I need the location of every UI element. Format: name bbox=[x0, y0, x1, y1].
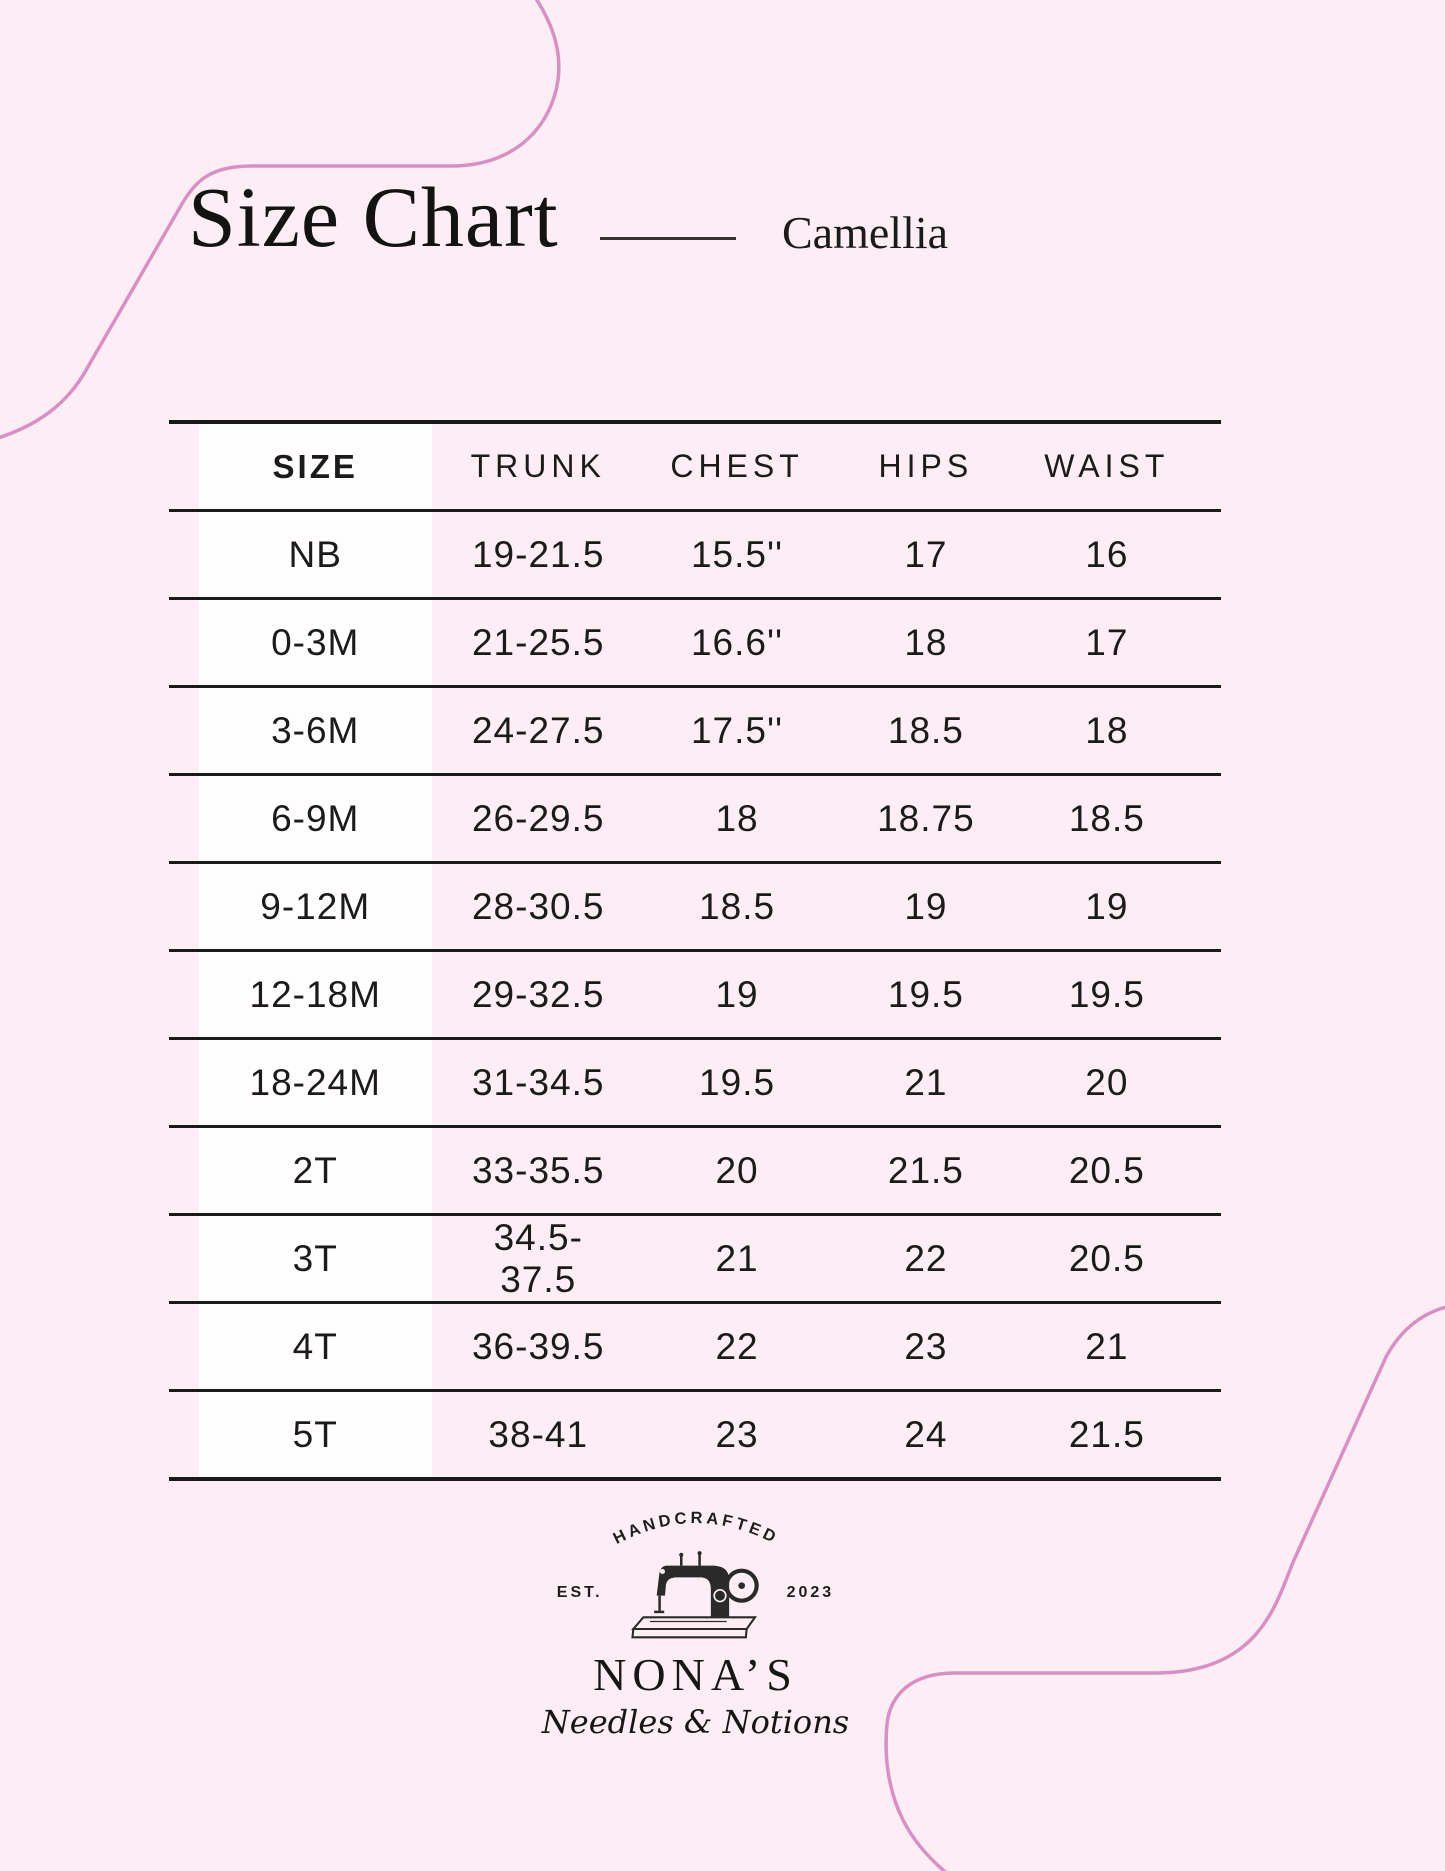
cell-size: NB bbox=[169, 511, 461, 599]
cell-waist: 20 bbox=[993, 1039, 1221, 1127]
handcrafted-arc-text: HANDCRAFTED bbox=[609, 1508, 782, 1548]
table-header-row bbox=[169, 422, 1221, 511]
table-row bbox=[169, 511, 1221, 599]
brand-tagline: Needles & Notions bbox=[541, 1703, 850, 1741]
cell-hips: 24 bbox=[859, 1391, 993, 1480]
column-header-size: SIZE bbox=[169, 422, 461, 511]
cell-chest: 23 bbox=[615, 1391, 859, 1480]
cell-trunk: 38-41 bbox=[461, 1391, 615, 1480]
cell-size: 6-9M bbox=[169, 775, 461, 863]
cell-size: 12-18M bbox=[169, 951, 461, 1039]
logo bbox=[516, 1492, 876, 1741]
cell-trunk: 29-32.5 bbox=[461, 951, 615, 1039]
table-row bbox=[169, 951, 1221, 1039]
cell-hips: 19 bbox=[859, 863, 993, 951]
cell-trunk: 28-30.5 bbox=[461, 863, 615, 951]
cell-trunk: 33-35.5 bbox=[461, 1127, 615, 1215]
cell-chest: 19.5 bbox=[615, 1039, 859, 1127]
cell-hips: 18.5 bbox=[859, 687, 993, 775]
cell-trunk: 31-34.5 bbox=[461, 1039, 615, 1127]
column-header-chest: CHEST bbox=[615, 422, 859, 511]
cell-chest: 18.5 bbox=[615, 863, 859, 951]
cell-hips: 22 bbox=[859, 1215, 993, 1303]
table-row bbox=[169, 1039, 1221, 1127]
brand-name: NONA’S bbox=[593, 1649, 798, 1700]
cell-chest: 20 bbox=[615, 1127, 859, 1215]
cell-size: 4T bbox=[169, 1303, 461, 1391]
cell-waist: 19.5 bbox=[993, 951, 1221, 1039]
table-row bbox=[169, 1391, 1221, 1480]
cell-chest: 15.5'' bbox=[615, 511, 859, 599]
cell-trunk: 19-21.5 bbox=[461, 511, 615, 599]
cell-hips: 21.5 bbox=[859, 1127, 993, 1215]
cell-waist: 18.5 bbox=[993, 775, 1221, 863]
column-header-hips: HIPS bbox=[859, 422, 993, 511]
size-chart-table bbox=[169, 420, 1221, 1481]
year-label: 2023 bbox=[786, 1584, 835, 1601]
cell-size: 5T bbox=[169, 1391, 461, 1480]
cell-size: 9-12M bbox=[169, 863, 461, 951]
cell-hips: 19.5 bbox=[859, 951, 993, 1039]
cell-trunk: 26-29.5 bbox=[461, 775, 615, 863]
table-row bbox=[169, 1127, 1221, 1215]
est-label: EST. bbox=[556, 1584, 603, 1601]
size-table-body bbox=[169, 511, 1221, 1480]
cell-hips: 18 bbox=[859, 599, 993, 687]
cell-hips: 21 bbox=[859, 1039, 993, 1127]
cell-waist: 17 bbox=[993, 599, 1221, 687]
cell-size: 2T bbox=[169, 1127, 461, 1215]
cell-waist: 19 bbox=[993, 863, 1221, 951]
cell-chest: 17.5'' bbox=[615, 687, 859, 775]
cell-waist: 21.5 bbox=[993, 1391, 1221, 1480]
cell-waist: 18 bbox=[993, 687, 1221, 775]
table-row bbox=[169, 599, 1221, 687]
cell-waist: 16 bbox=[993, 511, 1221, 599]
cell-hips: 18.75 bbox=[859, 775, 993, 863]
cell-size: 0-3M bbox=[169, 599, 461, 687]
cell-trunk: 21-25.5 bbox=[461, 599, 615, 687]
cell-chest: 18 bbox=[615, 775, 859, 863]
cell-chest: 19 bbox=[615, 951, 859, 1039]
cell-size: 3-6M bbox=[169, 687, 461, 775]
cell-hips: 23 bbox=[859, 1303, 993, 1391]
table-row bbox=[169, 1215, 1221, 1303]
product-name: Camellia bbox=[782, 207, 949, 258]
cell-chest: 16.6'' bbox=[615, 599, 859, 687]
cell-trunk: 36-39.5 bbox=[461, 1303, 615, 1391]
table-row bbox=[169, 863, 1221, 951]
cell-waist: 20.5 bbox=[993, 1215, 1221, 1303]
table-row bbox=[169, 687, 1221, 775]
table-row bbox=[169, 1303, 1221, 1391]
cell-chest: 21 bbox=[615, 1215, 859, 1303]
title-divider bbox=[600, 237, 736, 240]
column-header-waist: WAIST bbox=[993, 422, 1221, 511]
cell-chest: 22 bbox=[615, 1303, 859, 1391]
cell-size: 18-24M bbox=[169, 1039, 461, 1127]
cell-size: 3T bbox=[169, 1215, 461, 1303]
column-header-trunk: TRUNK bbox=[461, 422, 615, 511]
sewing-machine-icon bbox=[617, 1544, 773, 1644]
cell-waist: 20.5 bbox=[993, 1127, 1221, 1215]
page-title: Size Chart bbox=[188, 169, 559, 265]
cell-trunk: 34.5-37.5 bbox=[461, 1215, 615, 1303]
cell-hips: 17 bbox=[859, 511, 993, 599]
logo-middle-row bbox=[516, 1544, 876, 1644]
cell-trunk: 24-27.5 bbox=[461, 687, 615, 775]
cell-waist: 21 bbox=[993, 1303, 1221, 1391]
size-chart bbox=[169, 420, 1221, 1481]
table-row bbox=[169, 775, 1221, 863]
